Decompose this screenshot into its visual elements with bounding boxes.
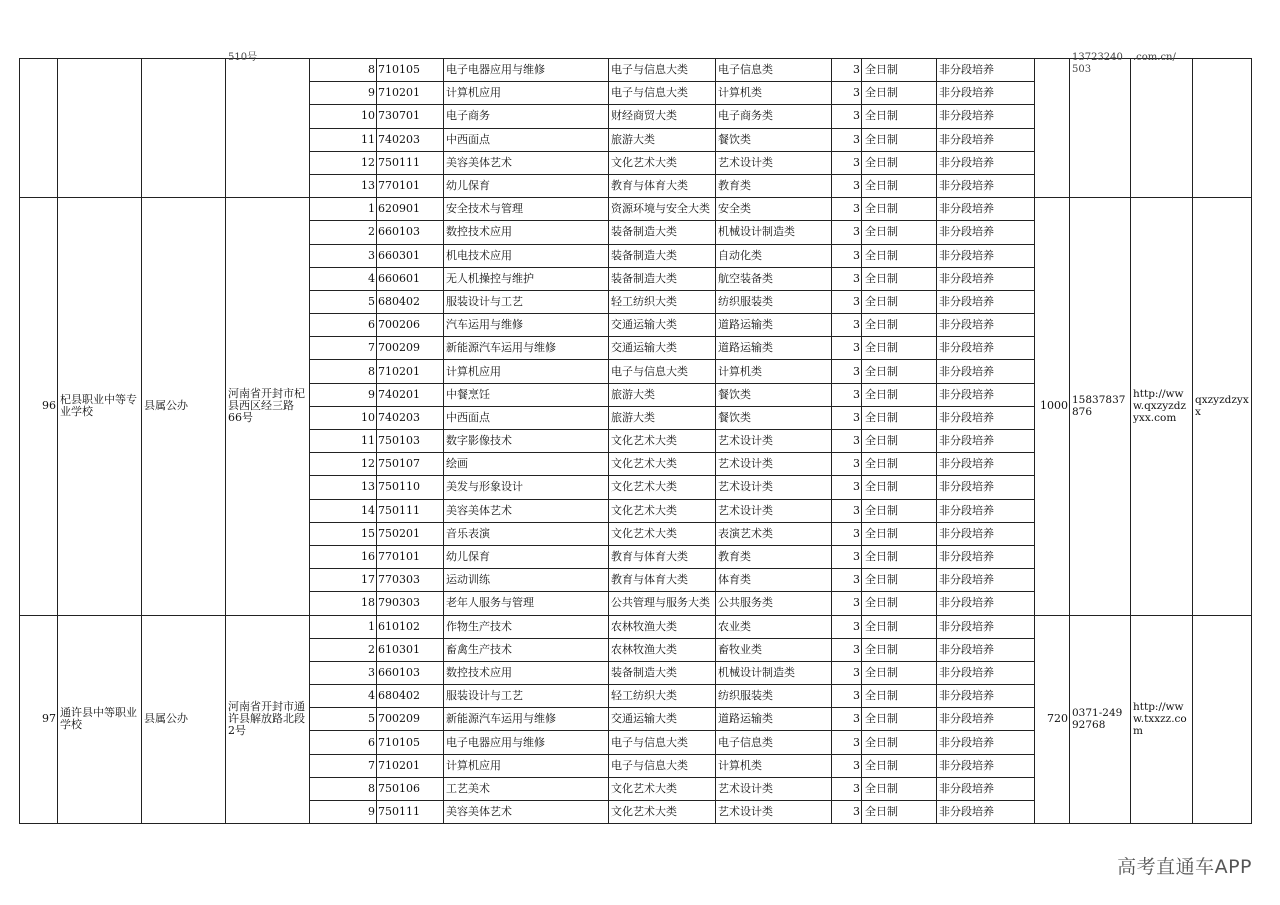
major-name: 音乐表演 bbox=[444, 522, 609, 545]
major-code: 750201 bbox=[377, 522, 444, 545]
row-number: 7 bbox=[310, 754, 377, 777]
study-mode: 全日制 bbox=[862, 430, 937, 453]
major-code: 700209 bbox=[377, 337, 444, 360]
training-type: 非分段培养 bbox=[937, 430, 1035, 453]
study-years: 3 bbox=[832, 430, 862, 453]
major-subcategory: 教育类 bbox=[716, 174, 832, 197]
table-body bbox=[20, 52, 1252, 824]
study-years: 3 bbox=[832, 777, 862, 800]
study-years: 3 bbox=[832, 174, 862, 197]
major-category: 教育与体育大类 bbox=[609, 174, 716, 197]
major-code: 750103 bbox=[377, 430, 444, 453]
row-number: 8 bbox=[310, 360, 377, 383]
school-name: 杞县职业中等专业学校 bbox=[58, 198, 142, 615]
row-number: 5 bbox=[310, 708, 377, 731]
training-type: 非分段培养 bbox=[937, 406, 1035, 429]
major-name: 数字影像技术 bbox=[444, 430, 609, 453]
major-code: 770101 bbox=[377, 174, 444, 197]
study-years: 3 bbox=[832, 360, 862, 383]
major-category: 教育与体育大类 bbox=[609, 569, 716, 592]
study-mode: 全日制 bbox=[862, 383, 937, 406]
school-type: 县属公办 bbox=[142, 615, 226, 824]
major-subcategory: 艺术设计类 bbox=[716, 777, 832, 800]
major-category: 交通运输大类 bbox=[609, 708, 716, 731]
major-category: 农林牧渔大类 bbox=[609, 615, 716, 638]
major-category: 电子与信息大类 bbox=[609, 59, 716, 82]
major-name: 老年人服务与管理 bbox=[444, 592, 609, 615]
major-name: 中餐烹饪 bbox=[444, 383, 609, 406]
study-years: 3 bbox=[832, 198, 862, 221]
training-type: 非分段培养 bbox=[937, 569, 1035, 592]
major-subcategory: 艺术设计类 bbox=[716, 801, 832, 824]
major-subcategory: 艺术设计类 bbox=[716, 476, 832, 499]
table-row bbox=[20, 198, 1252, 221]
major-category: 电子与信息大类 bbox=[609, 731, 716, 754]
school-address: 河南省开封市通许县解放路北段2号 bbox=[226, 615, 310, 824]
enrollment-cell bbox=[1035, 59, 1070, 198]
major-subcategory: 航空装备类 bbox=[716, 267, 832, 290]
study-years: 3 bbox=[832, 337, 862, 360]
study-years: 3 bbox=[832, 754, 862, 777]
school-website: http://www.qxzyzdzyxx.com bbox=[1131, 198, 1193, 615]
row-number: 15 bbox=[310, 522, 377, 545]
row-number: 1 bbox=[310, 198, 377, 221]
training-type: 非分段培养 bbox=[937, 453, 1035, 476]
major-category: 轻工纺织大类 bbox=[609, 685, 716, 708]
major-name: 无人机操控与维护 bbox=[444, 267, 609, 290]
major-category: 旅游大类 bbox=[609, 128, 716, 151]
row-number: 12 bbox=[310, 453, 377, 476]
row-number: 17 bbox=[310, 569, 377, 592]
major-name: 数控技术应用 bbox=[444, 661, 609, 684]
major-category: 装备制造大类 bbox=[609, 661, 716, 684]
major-name: 绘画 bbox=[444, 453, 609, 476]
training-type: 非分段培养 bbox=[937, 128, 1035, 151]
school-name: 通许县中等职业学校 bbox=[58, 615, 142, 824]
major-subcategory: 道路运输类 bbox=[716, 314, 832, 337]
row-number: 6 bbox=[310, 731, 377, 754]
training-type: 非分段培养 bbox=[937, 360, 1035, 383]
major-code: 660103 bbox=[377, 661, 444, 684]
major-category: 装备制造大类 bbox=[609, 267, 716, 290]
major-subcategory: 教育类 bbox=[716, 545, 832, 568]
major-name: 美容美体艺术 bbox=[444, 151, 609, 174]
major-name: 运动训练 bbox=[444, 569, 609, 592]
study-mode: 全日制 bbox=[862, 244, 937, 267]
study-mode: 全日制 bbox=[862, 453, 937, 476]
school-address: 河南省开封市杞县西区经三路66号 bbox=[226, 198, 310, 615]
majors-table bbox=[19, 52, 1252, 824]
study-mode: 全日制 bbox=[862, 754, 937, 777]
row-number: 5 bbox=[310, 290, 377, 313]
major-category: 资源环境与安全大类 bbox=[609, 198, 716, 221]
training-type: 非分段培养 bbox=[937, 777, 1035, 800]
major-subcategory: 公共服务类 bbox=[716, 592, 832, 615]
major-code: 770303 bbox=[377, 569, 444, 592]
study-mode: 全日制 bbox=[862, 777, 937, 800]
school-seq: 97 bbox=[20, 615, 58, 824]
training-type: 非分段培养 bbox=[937, 198, 1035, 221]
major-code: 710201 bbox=[377, 360, 444, 383]
study-mode: 全日制 bbox=[862, 314, 937, 337]
major-name: 机电技术应用 bbox=[444, 244, 609, 267]
major-name: 新能源汽车运用与维修 bbox=[444, 337, 609, 360]
training-type: 非分段培养 bbox=[937, 267, 1035, 290]
major-name: 中西面点 bbox=[444, 128, 609, 151]
school-address-cell bbox=[226, 52, 310, 198]
study-years: 3 bbox=[832, 638, 862, 661]
study-mode: 全日制 bbox=[862, 267, 937, 290]
row-number: 4 bbox=[310, 267, 377, 290]
major-subcategory: 餐饮类 bbox=[716, 128, 832, 151]
study-years: 3 bbox=[832, 708, 862, 731]
study-years: 3 bbox=[832, 105, 862, 128]
training-type: 非分段培养 bbox=[937, 337, 1035, 360]
school-seq: 96 bbox=[20, 198, 58, 615]
study-mode: 全日制 bbox=[862, 82, 937, 105]
major-category: 教育与体育大类 bbox=[609, 545, 716, 568]
address-fragment: 510号 bbox=[228, 52, 258, 63]
study-mode: 全日制 bbox=[862, 569, 937, 592]
major-name: 安全技术与管理 bbox=[444, 198, 609, 221]
training-type: 非分段培养 bbox=[937, 174, 1035, 197]
school-type: 县属公办 bbox=[142, 198, 226, 615]
training-type: 非分段培养 bbox=[937, 754, 1035, 777]
training-type: 非分段培养 bbox=[937, 314, 1035, 337]
major-code: 660103 bbox=[377, 221, 444, 244]
study-mode: 全日制 bbox=[862, 59, 937, 82]
contact-phone: 15837837876 bbox=[1070, 198, 1131, 615]
row-number: 11 bbox=[310, 430, 377, 453]
row-number: 8 bbox=[310, 777, 377, 800]
row-number: 9 bbox=[310, 383, 377, 406]
school-website: http://www.txxzz.com bbox=[1131, 615, 1193, 824]
training-type: 非分段培养 bbox=[937, 522, 1035, 545]
row-number: 3 bbox=[310, 244, 377, 267]
study-mode: 全日制 bbox=[862, 128, 937, 151]
major-category: 文化艺术大类 bbox=[609, 453, 716, 476]
major-category: 文化艺术大类 bbox=[609, 430, 716, 453]
training-type: 非分段培养 bbox=[937, 244, 1035, 267]
major-subcategory: 自动化类 bbox=[716, 244, 832, 267]
major-subcategory: 表演艺术类 bbox=[716, 522, 832, 545]
major-name: 幼儿保育 bbox=[444, 174, 609, 197]
study-mode: 全日制 bbox=[862, 151, 937, 174]
major-name: 服装设计与工艺 bbox=[444, 685, 609, 708]
study-mode: 全日制 bbox=[862, 290, 937, 313]
training-type: 非分段培养 bbox=[937, 151, 1035, 174]
study-mode: 全日制 bbox=[862, 221, 937, 244]
study-years: 3 bbox=[832, 406, 862, 429]
major-subcategory: 艺术设计类 bbox=[716, 151, 832, 174]
major-category: 电子与信息大类 bbox=[609, 754, 716, 777]
major-code: 750107 bbox=[377, 453, 444, 476]
major-name: 美容美体艺术 bbox=[444, 499, 609, 522]
training-type: 非分段培养 bbox=[937, 731, 1035, 754]
watermark: 高考直通车APP bbox=[1117, 856, 1252, 878]
major-name: 服装设计与工艺 bbox=[444, 290, 609, 313]
row-number: 13 bbox=[310, 476, 377, 499]
major-name: 汽车运用与维修 bbox=[444, 314, 609, 337]
major-subcategory: 艺术设计类 bbox=[716, 430, 832, 453]
major-category: 交通运输大类 bbox=[609, 314, 716, 337]
major-subcategory: 计算机类 bbox=[716, 360, 832, 383]
website-fragment: .com.cn/ bbox=[1133, 52, 1176, 63]
major-category: 装备制造大类 bbox=[609, 244, 716, 267]
website-cell bbox=[1131, 52, 1193, 198]
major-code: 740201 bbox=[377, 383, 444, 406]
major-code: 790303 bbox=[377, 592, 444, 615]
major-subcategory: 电子信息类 bbox=[716, 731, 832, 754]
major-name: 计算机应用 bbox=[444, 82, 609, 105]
major-category: 电子与信息大类 bbox=[609, 82, 716, 105]
study-mode: 全日制 bbox=[862, 476, 937, 499]
major-subcategory: 电子信息类 bbox=[716, 59, 832, 82]
study-years: 3 bbox=[832, 383, 862, 406]
major-name: 畜禽生产技术 bbox=[444, 638, 609, 661]
school-extra bbox=[1193, 615, 1252, 824]
major-code: 750110 bbox=[377, 476, 444, 499]
study-years: 3 bbox=[832, 801, 862, 824]
study-mode: 全日制 bbox=[862, 685, 937, 708]
school-type-cell bbox=[142, 59, 226, 198]
major-category: 农林牧渔大类 bbox=[609, 638, 716, 661]
study-mode: 全日制 bbox=[862, 545, 937, 568]
training-type: 非分段培养 bbox=[937, 290, 1035, 313]
study-years: 3 bbox=[832, 731, 862, 754]
contact-phone: 0371-24992768 bbox=[1070, 615, 1131, 824]
training-type: 非分段培养 bbox=[937, 708, 1035, 731]
study-years: 3 bbox=[832, 661, 862, 684]
study-years: 3 bbox=[832, 221, 862, 244]
major-name: 工艺美术 bbox=[444, 777, 609, 800]
major-category: 文化艺术大类 bbox=[609, 777, 716, 800]
major-subcategory: 农业类 bbox=[716, 615, 832, 638]
major-code: 710105 bbox=[377, 731, 444, 754]
training-type: 非分段培养 bbox=[937, 638, 1035, 661]
major-code: 710105 bbox=[377, 59, 444, 82]
study-mode: 全日制 bbox=[862, 174, 937, 197]
major-name: 美容美体艺术 bbox=[444, 801, 609, 824]
major-name: 电子电器应用与维修 bbox=[444, 59, 609, 82]
study-mode: 全日制 bbox=[862, 661, 937, 684]
row-number: 1 bbox=[310, 615, 377, 638]
row-number: 6 bbox=[310, 314, 377, 337]
row-number: 18 bbox=[310, 592, 377, 615]
row-number: 3 bbox=[310, 661, 377, 684]
school-extra: qxzyzdzyxx bbox=[1193, 198, 1252, 615]
row-number: 10 bbox=[310, 406, 377, 429]
major-subcategory: 餐饮类 bbox=[716, 383, 832, 406]
major-name: 电子商务 bbox=[444, 105, 609, 128]
major-name: 电子电器应用与维修 bbox=[444, 731, 609, 754]
major-subcategory: 道路运输类 bbox=[716, 337, 832, 360]
study-years: 3 bbox=[832, 615, 862, 638]
major-category: 旅游大类 bbox=[609, 406, 716, 429]
study-years: 3 bbox=[832, 267, 862, 290]
training-type: 非分段培养 bbox=[937, 105, 1035, 128]
study-years: 3 bbox=[832, 290, 862, 313]
study-mode: 全日制 bbox=[862, 638, 937, 661]
study-years: 3 bbox=[832, 59, 862, 82]
study-mode: 全日制 bbox=[862, 198, 937, 221]
major-name: 新能源汽车运用与维修 bbox=[444, 708, 609, 731]
row-number: 9 bbox=[310, 82, 377, 105]
study-years: 3 bbox=[832, 244, 862, 267]
major-subcategory: 电子商务类 bbox=[716, 105, 832, 128]
major-code: 710201 bbox=[377, 754, 444, 777]
study-mode: 全日制 bbox=[862, 406, 937, 429]
study-years: 3 bbox=[832, 151, 862, 174]
major-code: 770101 bbox=[377, 545, 444, 568]
major-code: 680402 bbox=[377, 290, 444, 313]
row-number: 16 bbox=[310, 545, 377, 568]
major-code: 660601 bbox=[377, 267, 444, 290]
major-subcategory: 计算机类 bbox=[716, 754, 832, 777]
row-number: 7 bbox=[310, 337, 377, 360]
major-code: 750106 bbox=[377, 777, 444, 800]
major-category: 财经商贸大类 bbox=[609, 105, 716, 128]
major-category: 交通运输大类 bbox=[609, 337, 716, 360]
row-number: 14 bbox=[310, 499, 377, 522]
study-mode: 全日制 bbox=[862, 360, 937, 383]
study-mode: 全日制 bbox=[862, 337, 937, 360]
major-category: 轻工纺织大类 bbox=[609, 290, 716, 313]
major-code: 710201 bbox=[377, 82, 444, 105]
table-row bbox=[20, 59, 1252, 82]
major-subcategory: 机械设计制造类 bbox=[716, 661, 832, 684]
major-code: 740203 bbox=[377, 128, 444, 151]
major-subcategory: 艺术设计类 bbox=[716, 499, 832, 522]
major-code: 700209 bbox=[377, 708, 444, 731]
study-mode: 全日制 bbox=[862, 801, 937, 824]
major-code: 620901 bbox=[377, 198, 444, 221]
row-number: 4 bbox=[310, 685, 377, 708]
major-subcategory: 纺织服装类 bbox=[716, 685, 832, 708]
major-category: 文化艺术大类 bbox=[609, 476, 716, 499]
phone-fragment: 13723240503 bbox=[1072, 52, 1123, 75]
school-name-cell bbox=[58, 59, 142, 198]
major-code: 730701 bbox=[377, 105, 444, 128]
training-type: 非分段培养 bbox=[937, 82, 1035, 105]
training-type: 非分段培养 bbox=[937, 801, 1035, 824]
major-category: 文化艺术大类 bbox=[609, 151, 716, 174]
major-category: 旅游大类 bbox=[609, 383, 716, 406]
major-name: 美发与形象设计 bbox=[444, 476, 609, 499]
study-mode: 全日制 bbox=[862, 522, 937, 545]
major-category: 装备制造大类 bbox=[609, 221, 716, 244]
study-years: 3 bbox=[832, 685, 862, 708]
major-category: 文化艺术大类 bbox=[609, 522, 716, 545]
major-code: 740203 bbox=[377, 406, 444, 429]
study-years: 3 bbox=[832, 592, 862, 615]
study-mode: 全日制 bbox=[862, 708, 937, 731]
study-years: 3 bbox=[832, 522, 862, 545]
major-subcategory: 体育类 bbox=[716, 569, 832, 592]
table-row bbox=[20, 615, 1252, 638]
row-number: 9 bbox=[310, 801, 377, 824]
study-years: 3 bbox=[832, 545, 862, 568]
school-seq-cell bbox=[20, 59, 58, 198]
major-code: 750111 bbox=[377, 801, 444, 824]
study-years: 3 bbox=[832, 82, 862, 105]
major-subcategory: 餐饮类 bbox=[716, 406, 832, 429]
major-subcategory: 安全类 bbox=[716, 198, 832, 221]
major-code: 700206 bbox=[377, 314, 444, 337]
study-years: 3 bbox=[832, 476, 862, 499]
major-code: 610301 bbox=[377, 638, 444, 661]
row-number: 2 bbox=[310, 638, 377, 661]
major-category: 文化艺术大类 bbox=[609, 499, 716, 522]
row-number: 13 bbox=[310, 174, 377, 197]
training-type: 非分段培养 bbox=[937, 685, 1035, 708]
major-subcategory: 计算机类 bbox=[716, 82, 832, 105]
study-mode: 全日制 bbox=[862, 731, 937, 754]
training-type: 非分段培养 bbox=[937, 59, 1035, 82]
major-category: 文化艺术大类 bbox=[609, 801, 716, 824]
major-code: 750111 bbox=[377, 151, 444, 174]
row-number: 10 bbox=[310, 105, 377, 128]
training-type: 非分段培养 bbox=[937, 383, 1035, 406]
phone-cell bbox=[1070, 52, 1131, 198]
row-number: 12 bbox=[310, 151, 377, 174]
major-name: 计算机应用 bbox=[444, 360, 609, 383]
study-mode: 全日制 bbox=[862, 499, 937, 522]
training-type: 非分段培养 bbox=[937, 476, 1035, 499]
major-name: 中西面点 bbox=[444, 406, 609, 429]
row-number: 2 bbox=[310, 221, 377, 244]
major-name: 数控技术应用 bbox=[444, 221, 609, 244]
study-years: 3 bbox=[832, 569, 862, 592]
major-subcategory: 纺织服装类 bbox=[716, 290, 832, 313]
study-years: 3 bbox=[832, 128, 862, 151]
study-years: 3 bbox=[832, 314, 862, 337]
study-years: 3 bbox=[832, 499, 862, 522]
extra-cell bbox=[1193, 59, 1252, 198]
major-subcategory: 机械设计制造类 bbox=[716, 221, 832, 244]
study-years: 3 bbox=[832, 453, 862, 476]
training-type: 非分段培养 bbox=[937, 615, 1035, 638]
training-type: 非分段培养 bbox=[937, 499, 1035, 522]
training-type: 非分段培养 bbox=[937, 221, 1035, 244]
major-subcategory: 艺术设计类 bbox=[716, 453, 832, 476]
study-mode: 全日制 bbox=[862, 592, 937, 615]
training-type: 非分段培养 bbox=[937, 592, 1035, 615]
major-name: 作物生产技术 bbox=[444, 615, 609, 638]
major-category: 公共管理与服务大类 bbox=[609, 592, 716, 615]
major-name: 计算机应用 bbox=[444, 754, 609, 777]
major-code: 750111 bbox=[377, 499, 444, 522]
training-type: 非分段培养 bbox=[937, 661, 1035, 684]
major-category: 电子与信息大类 bbox=[609, 360, 716, 383]
row-number: 11 bbox=[310, 128, 377, 151]
enrollment-plan: 1000 bbox=[1035, 198, 1070, 615]
major-subcategory: 道路运输类 bbox=[716, 708, 832, 731]
major-code: 610102 bbox=[377, 615, 444, 638]
major-name: 幼儿保育 bbox=[444, 545, 609, 568]
study-mode: 全日制 bbox=[862, 105, 937, 128]
study-mode: 全日制 bbox=[862, 615, 937, 638]
training-type: 非分段培养 bbox=[937, 545, 1035, 568]
major-subcategory: 畜牧业类 bbox=[716, 638, 832, 661]
major-code: 680402 bbox=[377, 685, 444, 708]
enrollment-plan: 720 bbox=[1035, 615, 1070, 824]
major-code: 660301 bbox=[377, 244, 444, 267]
row-number: 8 bbox=[310, 59, 377, 82]
